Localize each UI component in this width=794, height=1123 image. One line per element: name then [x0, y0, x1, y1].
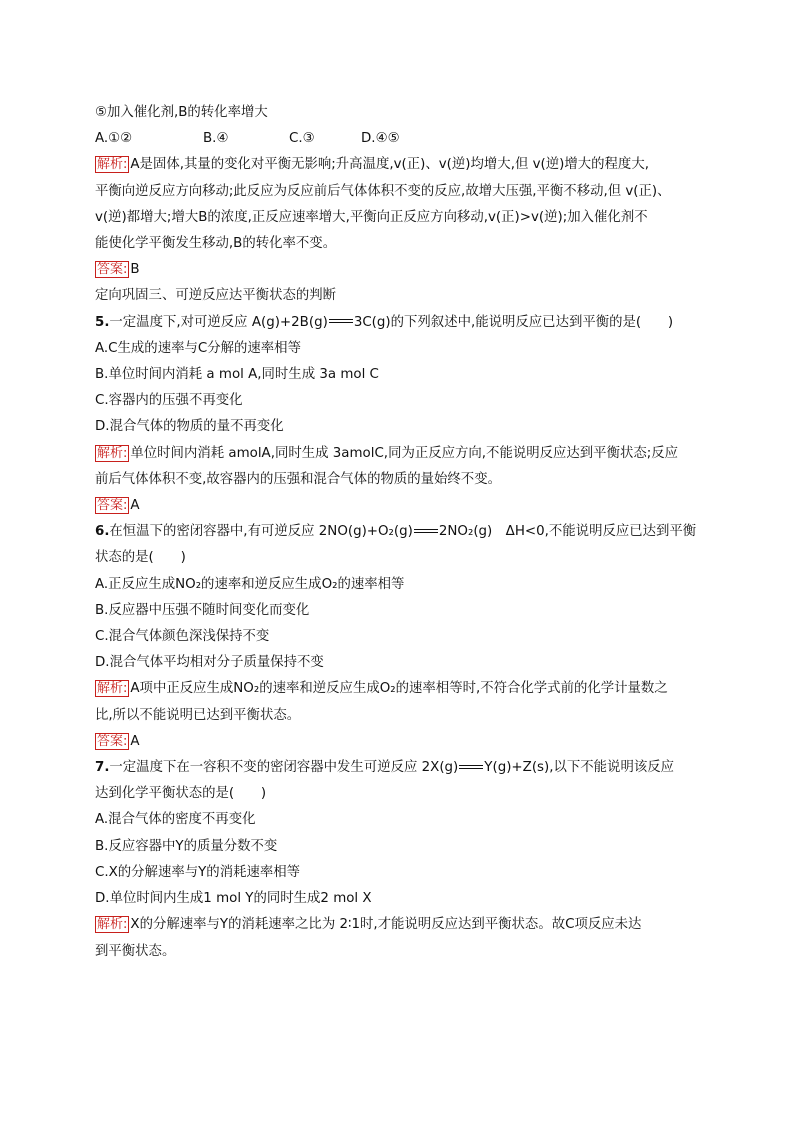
- q7-stem: [95, 755, 700, 781]
- q6-explanation-line: 比,所以不能说明已达到平衡状态。: [95, 707, 301, 723]
- q6-option-b: B.反应器中压强不随时间变化而变化: [95, 602, 310, 618]
- question-number: 7.: [95, 760, 110, 776]
- explanation-text: X的分解速率与Y的消耗速率之比为 2∶1时,才能说明反应达到平衡状态。故C项反应未达: [130, 917, 642, 933]
- explanation-label: 解析:: [97, 917, 128, 933]
- equilibrium-arrow-icon: [414, 527, 438, 536]
- explanation-label: 解析:: [97, 157, 128, 173]
- explanation-label: 解析:: [97, 681, 128, 697]
- q5-explanation-line: 前后气体体积不变,故容器内的压强和混合气体的物质的量始终不变。: [95, 471, 501, 487]
- explanation-text: A是固体,其量的变化对平衡无影响;升高温度,v(正)、v(逆)均增大,但 v(逆)增大的程度大,: [130, 157, 649, 173]
- q4-explanation-line: 能使化学平衡发生移动,B的转化率不变。: [95, 236, 337, 252]
- explanation-text: A项中正反应生成NO₂的速率和逆反应生成O₂的速率相等时,不符合化学式前的化学计量数之: [130, 681, 668, 697]
- q4-options: [95, 126, 700, 152]
- section-title: 定向巩固三、可逆反应达平衡状态的判断: [95, 288, 337, 304]
- q6-option-c: C.混合气体颜色深浅保持不变: [95, 629, 270, 645]
- q4-explanation-line: [95, 152, 700, 178]
- option-a: A.①②: [95, 131, 133, 147]
- q5-option-a: A.C生成的速率与C分解的速率相等: [95, 340, 301, 356]
- q5-answer-line: [95, 493, 700, 519]
- question-text: 2NO₂(g) ΔH<0,不能说明反应已达到平衡: [438, 524, 697, 540]
- document-page: [95, 100, 700, 965]
- option-c: C.③: [289, 131, 315, 147]
- q7-option-d: D.单位时间内生成1 mol Y的同时生成2 mol X: [95, 891, 372, 907]
- q7-option-c: C.X的分解速率与Y的消耗速率相等: [95, 864, 301, 880]
- answer-value: A: [130, 498, 140, 514]
- question-text: 在恒温下的密闭容器中,有可逆反应 2NO(g)+O₂(g): [109, 524, 413, 540]
- q5-option-d: D.混合气体的物质的量不再变化: [95, 419, 284, 435]
- q6-option-a: A.正反应生成NO₂的速率和逆反应生成O₂的速率相等: [95, 576, 405, 592]
- q4-answer-line: [95, 257, 700, 283]
- q6-stem: [95, 519, 700, 545]
- q5-stem: [95, 310, 700, 336]
- q6-answer-line: [95, 729, 700, 755]
- answer-value: A: [130, 733, 140, 749]
- q5-option-b: B.单位时间内消耗 a mol A,同时生成 3a mol C: [95, 367, 379, 383]
- q7-option-a: A.混合气体的密度不再变化: [95, 812, 256, 828]
- question-text: 一定温度下,对可逆反应 A(g)+2B(g): [109, 314, 328, 330]
- answer-label: 答案:: [97, 733, 128, 749]
- text-line: ⑤加入催化剂,B的转化率增大: [95, 105, 268, 120]
- q5-explanation-line: [95, 441, 700, 467]
- q4-explanation-line: 平衡向逆反应方向移动;此反应为反应前后气体体积不变的反应,故增大压强,平衡不移动,但 v(正)、: [95, 183, 671, 199]
- answer-value: B: [130, 262, 140, 278]
- equilibrium-arrow-icon: [329, 317, 353, 326]
- q7-stem-cont: 达到化学平衡状态的是( ): [95, 786, 267, 802]
- question-number: 5.: [95, 314, 110, 330]
- answer-label: 答案:: [97, 498, 128, 514]
- explanation-label: 解析:: [97, 445, 128, 461]
- question-text: 3C(g)的下列叙述中,能说明反应已达到平衡的是( ): [353, 314, 674, 330]
- q6-explanation-line: [95, 676, 700, 702]
- explanation-text: 单位时间内消耗 amolA,同时生成 3amolC,同为正反应方向,不能说明反应达到平衡状态;反应: [130, 445, 679, 461]
- q5-option-c: C.容器内的压强不再变化: [95, 393, 243, 409]
- equilibrium-arrow-icon: [459, 763, 483, 772]
- q7-explanation-line: 到平衡状态。: [95, 943, 176, 959]
- q4-explanation-line: v(逆)都增大;增大B的浓度,正反应速率增大,平衡向正反应方向移动,v(正)>v(逆);加入催化剂不: [95, 209, 648, 225]
- question-number: 6.: [95, 524, 110, 540]
- q7-explanation-line: [95, 912, 700, 938]
- q6-stem-cont: 状态的是( ): [95, 550, 186, 566]
- q7-option-b: B.反应容器中Y的质量分数不变: [95, 838, 278, 854]
- option-b: B.④: [203, 131, 229, 147]
- q6-option-d: D.混合气体平均相对分子质量保持不变: [95, 655, 324, 671]
- question-text: Y(g)+Z(s),以下不能说明该反应: [484, 760, 675, 776]
- question-text: 一定温度下在一容积不变的密闭容器中发生可逆反应 2X(g): [109, 760, 459, 776]
- option-d: D.④⑤: [361, 131, 400, 147]
- answer-label: 答案:: [97, 262, 128, 278]
